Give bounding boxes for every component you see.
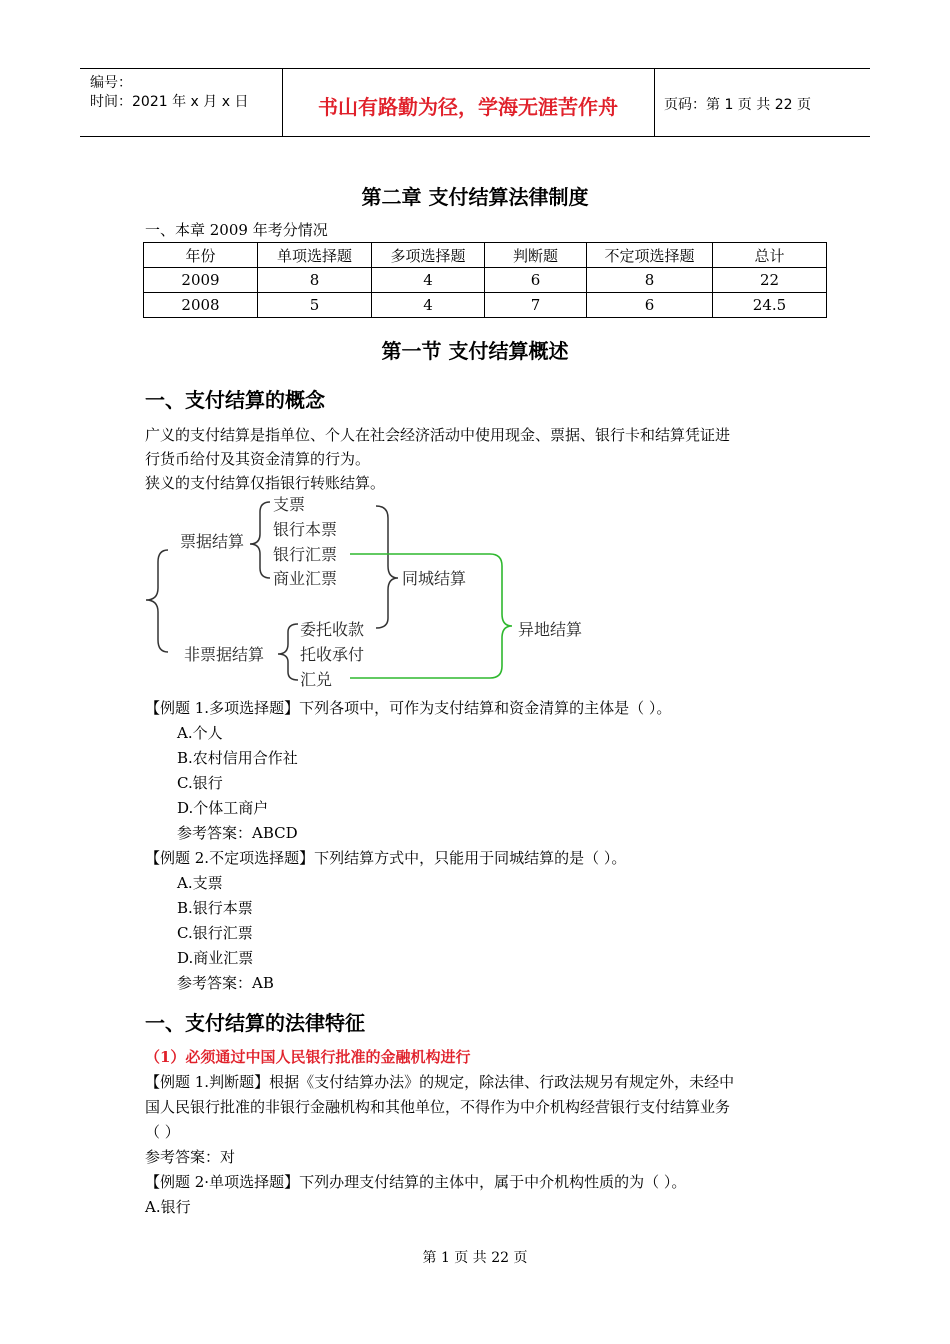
exam-intro: 一、本章 2009 年考分情况 (145, 221, 328, 239)
legal-example-answer: 参考答案：对 (145, 1148, 236, 1166)
table-cell: 2009 (144, 268, 258, 293)
table-cell: 7 (485, 293, 587, 318)
settlement-diagram (140, 492, 600, 692)
concept-para-line: 广义的支付结算是指单位、个人在社会经济活动中使用现金、票据、银行卡和结算凭证进 (145, 426, 731, 444)
bill-brace (250, 502, 270, 578)
legal-example-line: （ ） (145, 1123, 180, 1141)
header-motto-cell (282, 69, 655, 136)
section-title: 第一节 支付结算概述 (381, 339, 569, 363)
table-cell: 2008 (144, 293, 258, 318)
diagram-bill-item: 支票 (273, 495, 306, 514)
legal-example-line: 国人民银行批准的非银行金融机构和其他单位，不得作为中介机构经营银行支付结算业务 (145, 1098, 731, 1116)
table-cell: 4 (372, 268, 485, 293)
header-meta-cell (80, 69, 283, 136)
header-page-cell (655, 69, 870, 136)
table-row (144, 293, 827, 318)
legal-example2-question: 【例题 2·单项选择题】下列办理支付结算的主体中，属于中介机构性质的为（ ）。 (145, 1173, 687, 1191)
diagram-non-bill-settlement: 非票据结算 (184, 645, 265, 664)
legal-point-1: （1）必须通过中国人民银行批准的金融机构进行 (145, 1048, 471, 1066)
table-header-cell: 判断题 (485, 243, 587, 268)
diagram-bill-item: 银行汇票 (273, 545, 338, 564)
concept-heading: 一、支付结算的概念 (145, 388, 325, 412)
example1-option: D.个体工商户 (177, 799, 269, 817)
table-header-row (144, 243, 827, 268)
motto: 书山有路勤为径，学海无涯苦作舟 (318, 95, 618, 119)
table-header-cell: 不定项选择题 (587, 243, 713, 268)
diagram-different-place: 异地结算 (518, 620, 583, 639)
legal-heading: 一、支付结算的法律特征 (145, 1011, 365, 1035)
concept-para-narrow: 狭义的支付结算仅指银行转账结算。 (145, 474, 386, 492)
document-header (80, 68, 870, 137)
table-cell: 8 (258, 268, 372, 293)
table-cell: 6 (485, 268, 587, 293)
same-city-brace (376, 506, 398, 628)
example1-option: C.银行 (177, 774, 223, 792)
table-cell: 4 (372, 293, 485, 318)
table-cell: 24.5 (713, 293, 827, 318)
main-brace (146, 550, 168, 652)
diagram-bill-settlement: 票据结算 (180, 532, 245, 551)
table-cell: 8 (587, 268, 713, 293)
example1-question: 【例题 1.多项选择题】下列各项中，可作为支付结算和资金清算的主体是（ ）。 (145, 699, 672, 717)
page-footer: 第 1 页 共 22 页 (422, 1250, 528, 1266)
chapter-title: 第二章 支付结算法律制度 (361, 185, 589, 209)
legal-example2-option: A.银行 (145, 1198, 191, 1216)
non-bill-brace (278, 624, 298, 680)
example2-option: A.支票 (177, 874, 223, 892)
legal-example-line: 【例题 1.判断题】根据《支付结算办法》的规定，除法律、行政法规另有规定外，未经中 (145, 1073, 735, 1091)
diagram-non-bill-item: 托收承付 (300, 645, 365, 664)
example2-option: C.银行汇票 (177, 924, 253, 942)
table-cell: 5 (258, 293, 372, 318)
concept-para-line: 行货币给付及其资金清算的行为。 (145, 450, 371, 468)
example2-option: D.商业汇票 (177, 949, 254, 967)
diagram-non-bill-item: 委托收款 (300, 620, 365, 639)
score-table (143, 242, 827, 318)
time-label: 时间：2021 年 x 月 x 日 (90, 94, 249, 110)
example1-answer: 参考答案：ABCD (177, 824, 298, 842)
table-header-cell: 年份 (144, 243, 258, 268)
diagram-same-city: 同城结算 (402, 569, 467, 588)
table-header-cell: 总计 (713, 243, 827, 268)
example1-option: A.个人 (177, 724, 223, 742)
number-label: 编号： (90, 75, 132, 91)
table-header-cell: 单项选择题 (258, 243, 372, 268)
page-info: 页码：第 1 页 共 22 页 (664, 97, 811, 113)
example1-option: B.农村信用合作社 (177, 749, 298, 767)
example2-answer: 参考答案：AB (177, 974, 274, 992)
diagram-bill-item: 银行本票 (273, 520, 338, 539)
table-row (144, 268, 827, 293)
table-cell: 6 (587, 293, 713, 318)
diagram-non-bill-item: 汇兑 (300, 670, 333, 689)
table-header-cell: 多项选择题 (372, 243, 485, 268)
example2-option: B.银行本票 (177, 899, 253, 917)
example2-question: 【例题 2.不定项选择题】下列结算方式中，只能用于同城结算的是（ ）。 (145, 849, 627, 867)
diagram-bill-item: 商业汇票 (273, 569, 338, 588)
table-cell: 22 (713, 268, 827, 293)
